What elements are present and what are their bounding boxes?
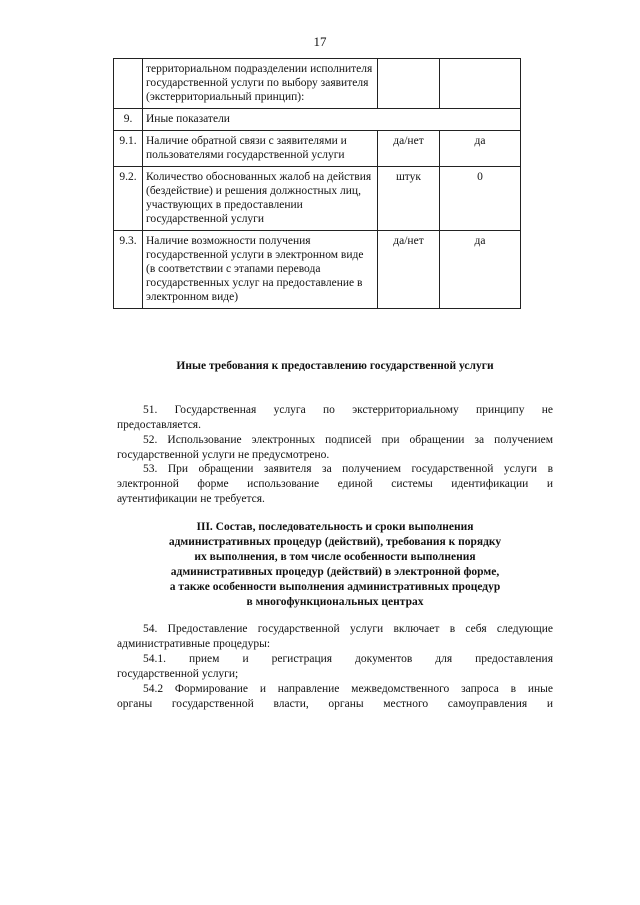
row-value: 0	[440, 167, 521, 231]
table-row	[114, 109, 521, 131]
heading-line: в многофункциональных центрах	[246, 596, 424, 608]
paragraph-53	[117, 462, 553, 507]
section-heading-other-requirements: Иные требования к предоставлению государственной услуги	[176, 360, 494, 372]
paragraph-51	[117, 403, 553, 433]
row-unit	[378, 59, 440, 109]
heading-line: III. Состав, последовательность и сроки выполнения	[196, 521, 474, 533]
paragraph-line: 52. Использование электронных подписей при обращении за получением	[143, 434, 553, 446]
paragraph-line: 54.2 Формирование и направление межведомственного запроса в иные	[143, 683, 553, 695]
paragraph-line: электронной форме использование единой системы идентификации и	[117, 478, 553, 490]
paragraph-line: предоставляется.	[117, 419, 201, 431]
page-number: 17	[313, 34, 327, 49]
table-row	[114, 167, 521, 231]
row-value	[440, 59, 521, 109]
heading-line: их выполнения, в том числе особенности выполнения	[194, 551, 476, 563]
paragraph-line: 54.1. прием и регистрация документов для предоставления	[143, 653, 553, 665]
row-number: 9.	[114, 109, 143, 131]
paragraph-54	[117, 622, 553, 652]
paragraph-52	[117, 433, 553, 463]
table-row	[114, 131, 521, 167]
row-description: Количество обоснованных жалоб на действия (бездействие) и решения должностных лиц, участвующих в предоставлении государственной услуги	[143, 167, 378, 231]
section-heading-iii	[117, 520, 553, 610]
paragraph-54-1	[117, 652, 553, 682]
paragraph-line: государственной услуги не предусмотрено.	[117, 449, 330, 461]
row-value: да	[440, 231, 521, 309]
row-number: 9.1.	[114, 131, 143, 167]
row-description: Иные показатели	[143, 109, 521, 131]
heading-line: административных процедур (действий) в электронной форме,	[170, 566, 500, 578]
heading-line: а также особенности выполнения административных процедур	[169, 581, 501, 593]
row-number	[114, 59, 143, 109]
row-unit: штук	[378, 167, 440, 231]
paragraph-line: 53. При обращении заявителя за получением государственной услуги в	[143, 463, 553, 475]
table-row	[114, 231, 521, 309]
paragraph-54-2	[117, 682, 553, 712]
table-row	[114, 59, 521, 109]
paragraph-line: аутентификации не требуется.	[117, 493, 265, 505]
row-unit: да/нет	[378, 231, 440, 309]
row-description: Наличие обратной связи с заявителями и пользователями государственной услуги	[143, 131, 378, 167]
paragraph-line: 51. Государственная услуга по экстерриториальному принципу не	[143, 404, 553, 416]
indicators-table	[113, 58, 521, 309]
heading-line: административных процедур (действий), требования к порядку	[168, 536, 502, 548]
row-unit: да/нет	[378, 131, 440, 167]
row-value: да	[440, 131, 521, 167]
row-description: территориальном подразделении исполнителя государственной услуги по выбору заявителя (экстерриториальный принцип):	[143, 59, 378, 109]
paragraph-line: административные процедуры:	[117, 638, 271, 650]
paragraph-line: органы государственной власти, органы местного самоуправления и	[117, 698, 553, 710]
row-number: 9.3.	[114, 231, 143, 309]
paragraph-line: государственной услуги;	[117, 668, 239, 680]
paragraph-line: 54. Предоставление государственной услуги включает в себя следующие	[143, 623, 553, 635]
row-number: 9.2.	[114, 167, 143, 231]
row-description: Наличие возможности получения государственной услуги в электронном виде (в соответствии с этапами перевода государственных услуг на предоставление в электронном виде)	[143, 231, 378, 309]
